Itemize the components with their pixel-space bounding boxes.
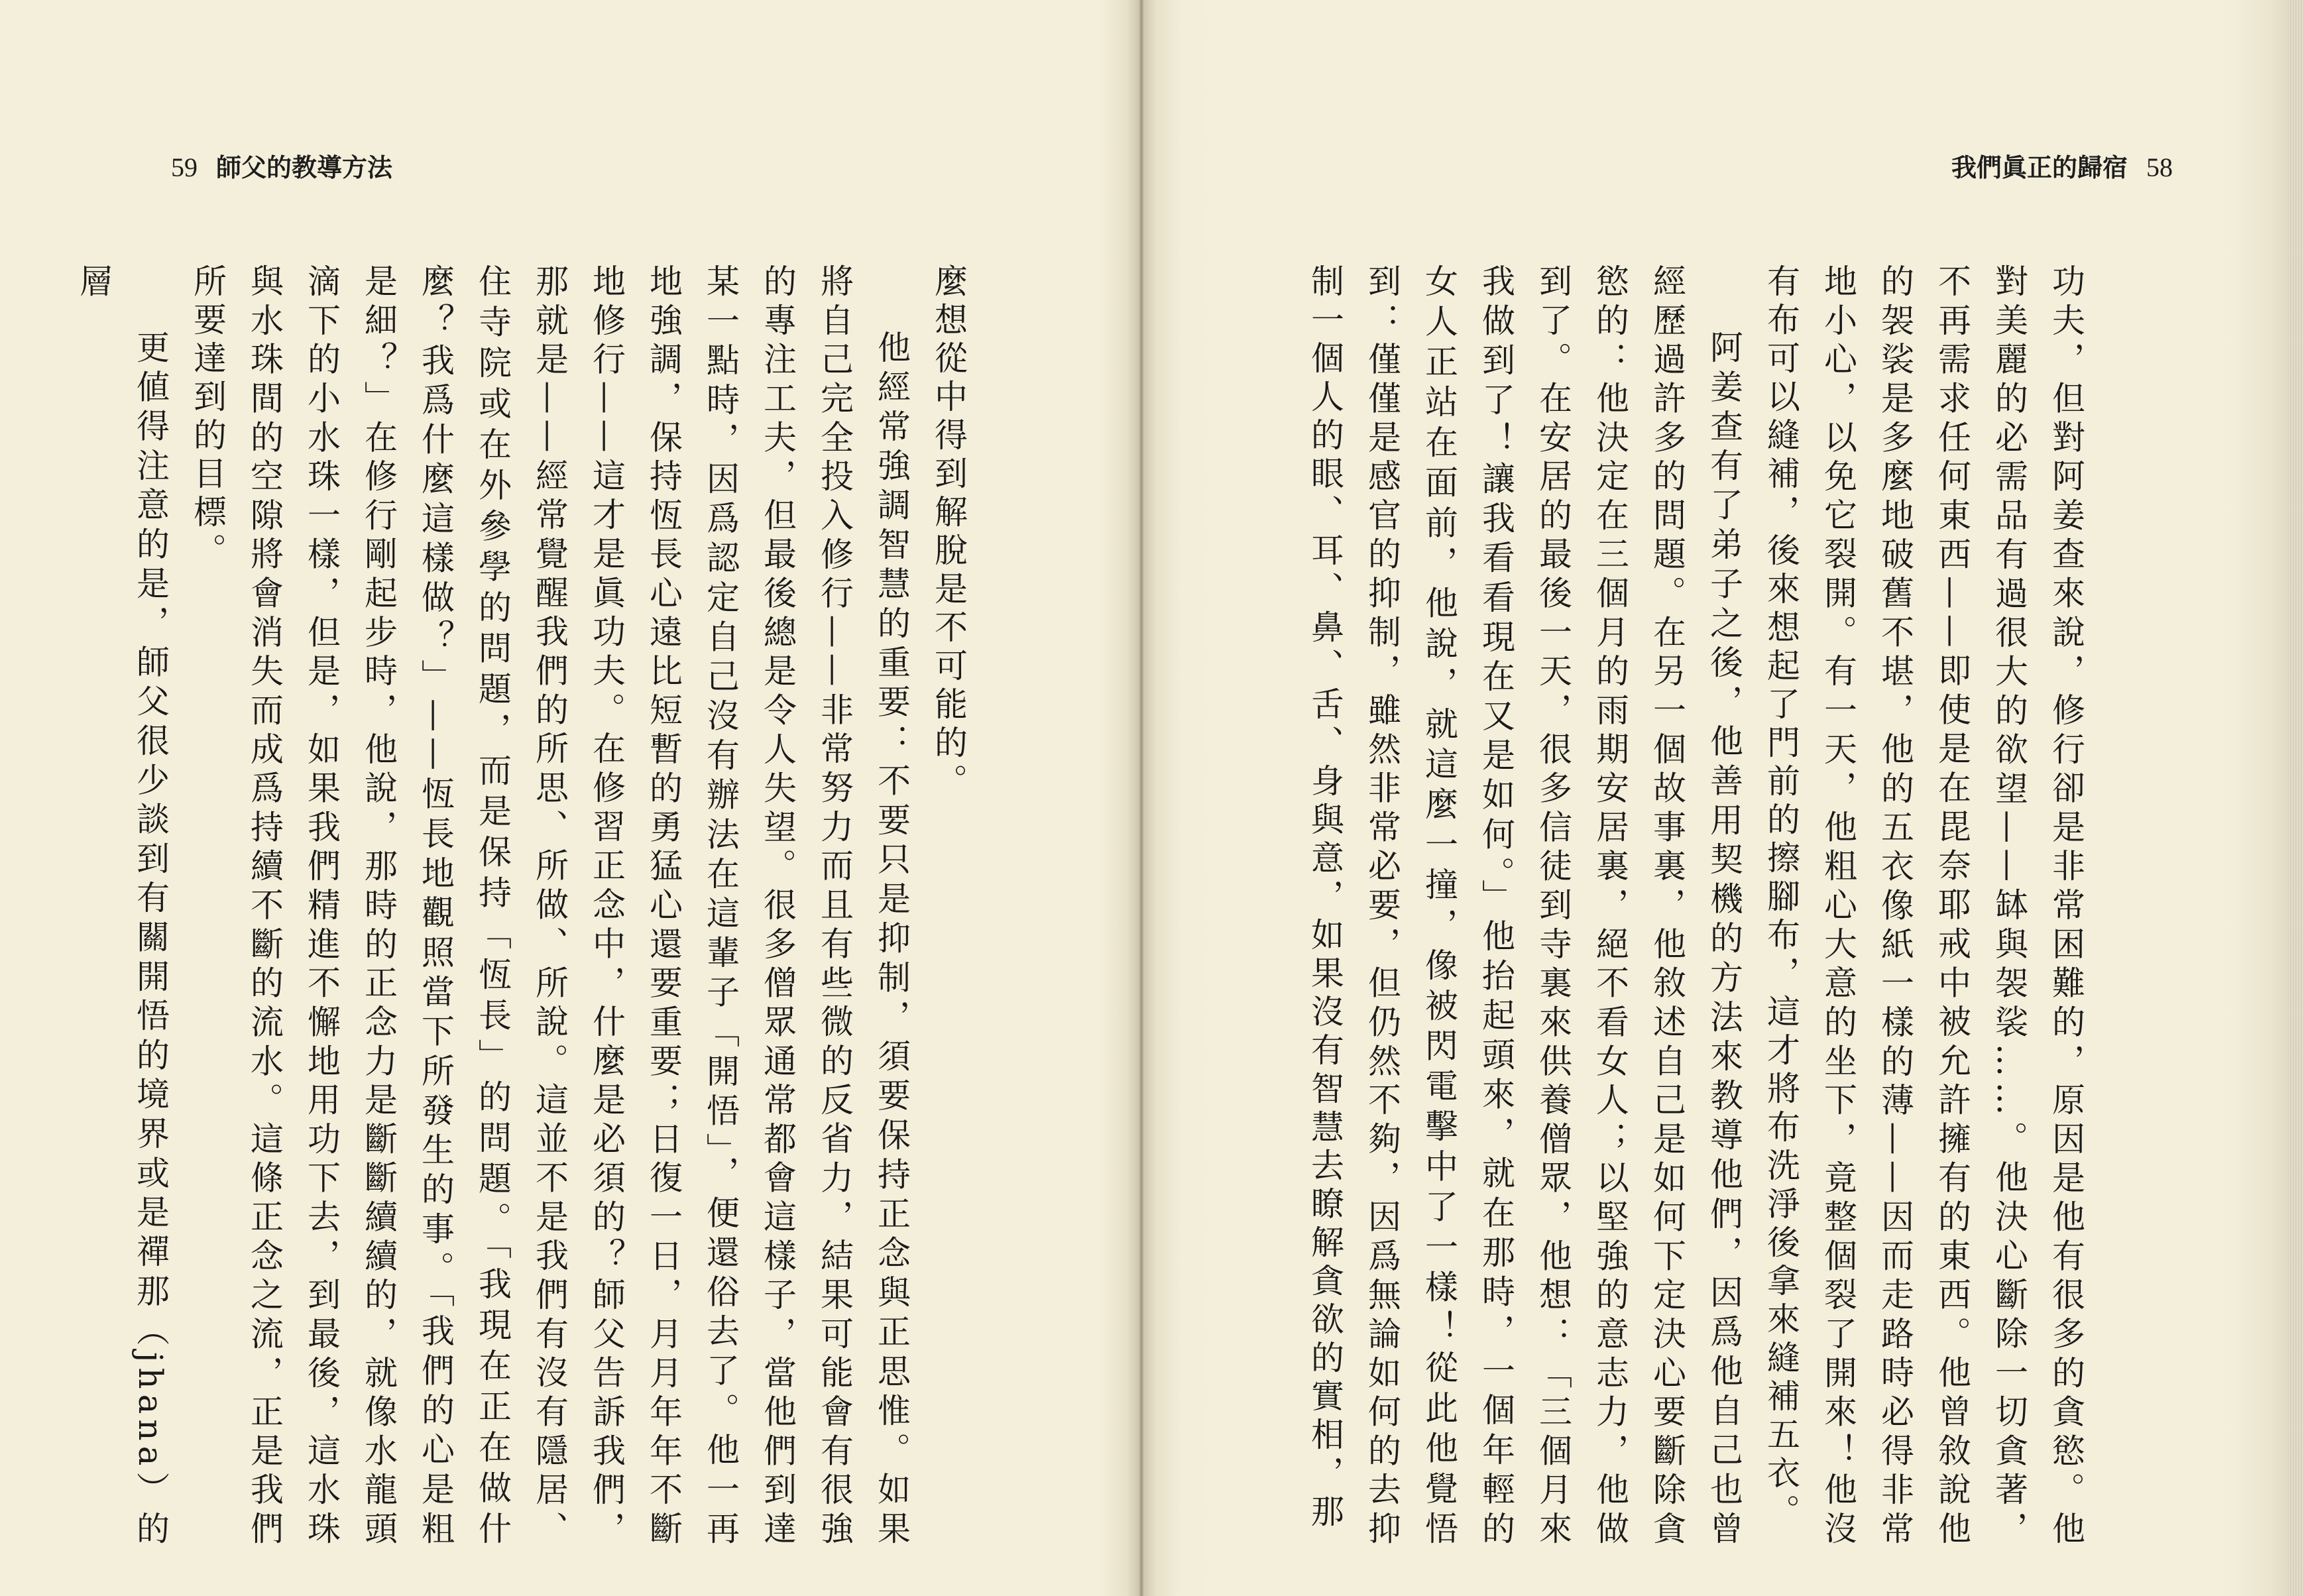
right-page [1140, 0, 2304, 1596]
right-paragraph: 功夫，但對阿姜查來說，修行卻是非常困難的，原因是他有很多的貪慾。他對美麗的必需品有過很大的欲望——缽與袈裟……。他決心斷除一切貪著，不再需求任何東西——即使是在毘奈耶戒中被允許擁有的東西。他曾敘說他的袈裟是多麼地破舊不堪，他的五衣像紙一樣的薄——因而走路時必得非常地小心，以免它裂開。有一天，他粗心大意的坐下，竟整個裂了開來！他沒有布可以縫補，後來想起了門前的擦腳布，這才將布洗淨後拿來縫補五衣。 [1762, 264, 2085, 1550]
left-paragraph: 他經常強調智慧的重要：不要只是抑制，須要保持正念與正思惟。如果將自己完全投入修行——非常努力而且有些微的反省力，結果可能會有很強的專注工夫，但最後總是令人失望。很多僧眾通常都會這樣子，當他們到達某一點時，因爲認定自己沒有辦法在這輩子「開悟」，便還俗去了。他一再地強調，保持恆長心遠比短暫的勇猛心還要重要；日復一日，月月年年不斷地修行——這才是眞功夫。在修習正念中，什麼是必須的？師父告訴我們，那就是——經常覺醒我們的所思、所做、所說。這並不是我們有沒有隱居、住寺院或在外參學的問題，而是保持「恆長」的問題。「我現在正在做什麼？我爲什麼這樣做？」——恆長地觀照當下所發生的事。「我們的心是粗是細？」在修行剛起步時，他說，那時的正念力是斷斷續續的，就像水龍頭滴下的小水珠一樣，但是，如果我們精進不懈地用功下去，到最後，這水珠與水珠間的空隙將會消失而成爲持續不斷的流水。這條正念之流，正是我們所要達到的目標。 [188, 264, 911, 1550]
page-edge [2288, 0, 2304, 1596]
left-paragraph: 更値得注意的是，師父很少談到有關開悟的境界或是禪那（jhana）的層 [74, 264, 170, 1550]
left-page-number: 59 [171, 152, 198, 182]
left-running-header [171, 147, 392, 184]
right-running-title: 我們眞正的歸宿 [1951, 152, 2128, 182]
right-paragraph: 阿姜查有了弟子之後，他善用契機的方法來教導他們，因爲他自己也曾經歷過許多的問題。在另一個故事裏，他敘述自己是如何下定決心要斷除貪慾的：他決定在三個月的雨期安居裏，絕不看女人；以堅強的意志力，他做到了。在安居的最後一天，很多信徒到寺裏來供養僧眾，他想：「三個月來我做到了！讓我看看現在又是如何。」他抬起頭來，就在那時，一個年輕的女人正站在面前，他說，就這麼一撞，像被閃電擊中了一樣！從此他覺悟到：僅僅是感官的抑制，雖然非常必要，但仍然不夠，因爲無論如何的去抑制一個人的眼、耳、鼻、舌、身與意，如果沒有智慧去瞭解貪欲的實相，那 [1306, 264, 1743, 1550]
left-paragraph: 麼想從中得到解脫是不可能的。 [929, 264, 968, 802]
left-page [0, 0, 1140, 1596]
right-running-header [1951, 147, 2173, 184]
right-page-number: 58 [2146, 152, 2173, 182]
right-body-text [1286, 264, 2095, 1550]
left-body-text [74, 264, 977, 1550]
left-running-title: 師父的教導方法 [216, 152, 393, 182]
book-gutter [1100, 0, 1180, 1596]
